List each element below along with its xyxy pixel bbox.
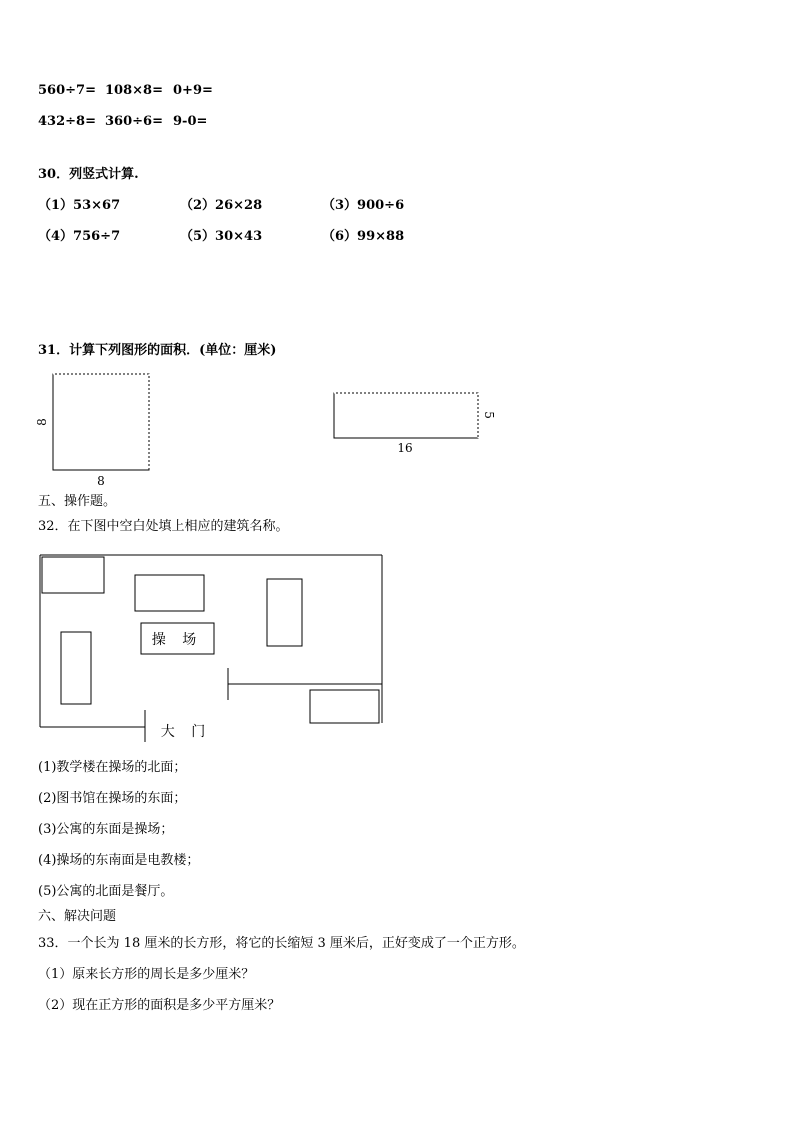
square-left-label: 8: [35, 418, 49, 426]
q30-item: （1）53×67: [38, 198, 121, 213]
clue-1: (1)教学楼在操场的北面；: [38, 760, 187, 775]
question-30-title: 30．列竖式计算.: [38, 167, 139, 182]
math-item: 9-0=: [173, 114, 208, 129]
square-bottom-label: 8: [97, 474, 105, 488]
clue-3: (3)公寓的东面是操场；: [38, 822, 174, 837]
blank-building-box: [310, 690, 379, 723]
question-33-title: 33．一个长为 18 厘米的长方形，将它的长缩短 3 厘米后，正好变成了一个正方形。: [38, 936, 525, 951]
math-item: 0+9=: [173, 83, 213, 98]
question-31-title: 31．计算下列图形的面积．(单位：厘米): [38, 343, 277, 358]
clue-5: (5)公寓的北面是餐厅。: [38, 884, 174, 899]
rect-bottom-label: 16: [397, 441, 413, 455]
q30-item: （6）99×88: [322, 229, 405, 244]
q30-item: （2）26×28: [180, 198, 263, 213]
q30-item: （5）30×43: [180, 229, 263, 244]
math-item: 432÷8=: [38, 114, 96, 129]
clue-2: (2)图书馆在操场的东面；: [38, 791, 187, 806]
q30-item: （4）756÷7: [38, 229, 121, 244]
blank-building-box: [135, 575, 204, 611]
math-item: 108×8=: [105, 83, 163, 98]
math-item: 560÷7=: [38, 83, 96, 98]
question-32-title: 32．在下图中空白处填上相应的建筑名称。: [38, 519, 289, 534]
section-6-title: 六、解决问题: [38, 909, 117, 924]
rect-right-label: 5: [482, 411, 496, 419]
q33-sub-2: （2）现在正方形的面积是多少平方厘米？: [38, 998, 281, 1013]
section-5-title: 五、操作题。: [38, 494, 117, 509]
q30-item: （3）900÷6: [322, 198, 405, 213]
gate-label: 大 门: [160, 724, 212, 740]
q33-sub-1: （1）原来长方形的周长是多少厘米？: [38, 967, 255, 982]
blank-building-box: [267, 579, 302, 646]
math-item: 360÷6=: [105, 114, 163, 129]
blank-building-box: [42, 557, 104, 593]
clue-4: (4)操场的东南面是电教楼；: [38, 853, 200, 868]
playground-label: 操 场: [151, 632, 203, 648]
blank-building-box: [61, 632, 91, 704]
